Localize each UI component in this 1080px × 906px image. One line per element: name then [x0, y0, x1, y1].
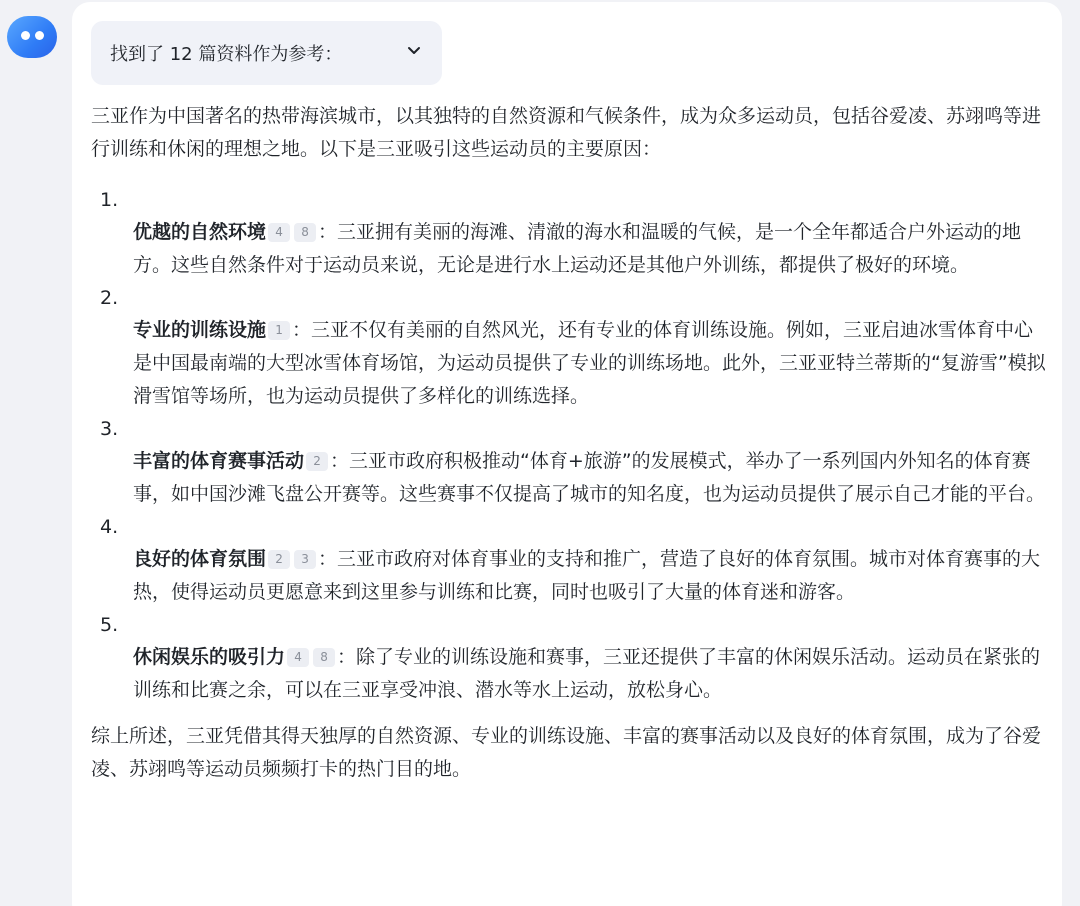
list-item-text: ：三亚市政府对体育事业的支持和推广，营造了良好的体育氛围。城市对体育赛事的大热，使得运动员更愿意来到这里参与训练和比赛，同时也吸引了大量的体育迷和游客。: [133, 548, 1041, 603]
assistant-avatar-icon: [7, 16, 57, 58]
list-item-body: [91, 543, 1051, 609]
list-item-title: 丰富的体育赛事活动: [133, 450, 305, 472]
avatar-right-eye: [35, 31, 44, 40]
references-label: 找到了 12 篇资料作为参考：: [110, 44, 343, 65]
list-item-number: 5.: [100, 614, 119, 636]
summary-paragraph: 综上所述，三亚凭借其得天独厚的自然资源、专业的训练设施、丰富的赛事活动以及良好的体育氛围，成为了谷爱凌、苏翊鸣等运动员频频打卡的热门目的地。: [91, 725, 1042, 780]
list-item-number: 3.: [100, 418, 119, 440]
list-item: [91, 609, 1051, 707]
citation-badge[interactable]: 3: [294, 550, 316, 569]
reasons-list: [91, 184, 1051, 707]
list-item-text: ：除了专业的训练设施和赛事，三亚还提供了丰富的休闲娱乐活动。运动员在紧张的训练和比赛之余，可以在三亚享受冲浪、潜水等水上运动，放松身心。: [133, 646, 1041, 701]
list-item-text: ：三亚拥有美丽的海滩、清澈的海水和温暖的气候，是一个全年都适合户外运动的地方。这些自然条件对于运动员来说，无论是进行水上运动还是其他户外训练，都提供了极好的环境。: [133, 221, 1022, 276]
list-item-body: [91, 314, 1051, 413]
list-item-body: [91, 641, 1051, 707]
list-item-text: ：三亚不仅有美丽的自然风光，还有专业的体育训练设施。例如，三亚启迪冰雪体育中心是中国最南端的大型冰雪体育场馆，为运动员提供了专业的训练场地。此外，三亚亚特兰蒂斯的“复游雪”模拟滑雪馆等场所，也为运动员提供了多样化的训练选择。: [133, 319, 1046, 407]
list-item: [91, 413, 1051, 511]
list-item-text: ：三亚市政府积极推动“体育+旅游”的发展模式，举办了一系列国内外知名的体育赛事，如中国沙滩飞盘公开赛等。这些赛事不仅提高了城市的知名度，也为运动员提供了展示自己才能的平台。: [133, 450, 1046, 505]
list-item-title: 专业的训练设施: [133, 319, 267, 341]
citation-badge[interactable]: 2: [306, 452, 328, 471]
message-content: [91, 100, 1051, 786]
list-item: [91, 184, 1051, 282]
list-item-title: 良好的体育氛围: [133, 548, 267, 570]
citation-badge[interactable]: 4: [287, 648, 309, 667]
list-item-number: 4.: [100, 516, 119, 538]
list-item-title: 优越的自然环境: [133, 221, 267, 243]
citation-badge[interactable]: 8: [313, 648, 335, 667]
list-item-title: 休闲娱乐的吸引力: [133, 646, 286, 668]
citation-badge[interactable]: 8: [294, 223, 316, 242]
citation-badge[interactable]: 1: [268, 321, 290, 340]
assistant-message-card: [72, 2, 1062, 906]
citation-badge[interactable]: 4: [268, 223, 290, 242]
list-item-body: [91, 445, 1051, 511]
references-toggle[interactable]: [91, 21, 442, 85]
list-item: [91, 511, 1051, 609]
list-item-body: [91, 216, 1051, 282]
avatar-left-eye: [21, 31, 30, 40]
intro-paragraph: 三亚作为中国著名的热带海滨城市，以其独特的自然资源和气候条件，成为众多运动员，包括谷爱凌、苏翊鸣等进行训练和休闲的理想之地。以下是三亚吸引这些运动员的主要原因：: [91, 105, 1042, 160]
citation-badge[interactable]: 2: [268, 550, 290, 569]
chevron-down-icon[interactable]: [407, 46, 421, 56]
list-item-number: 2.: [100, 287, 119, 309]
list-item-number: 1.: [100, 189, 119, 211]
list-item: [91, 282, 1051, 413]
